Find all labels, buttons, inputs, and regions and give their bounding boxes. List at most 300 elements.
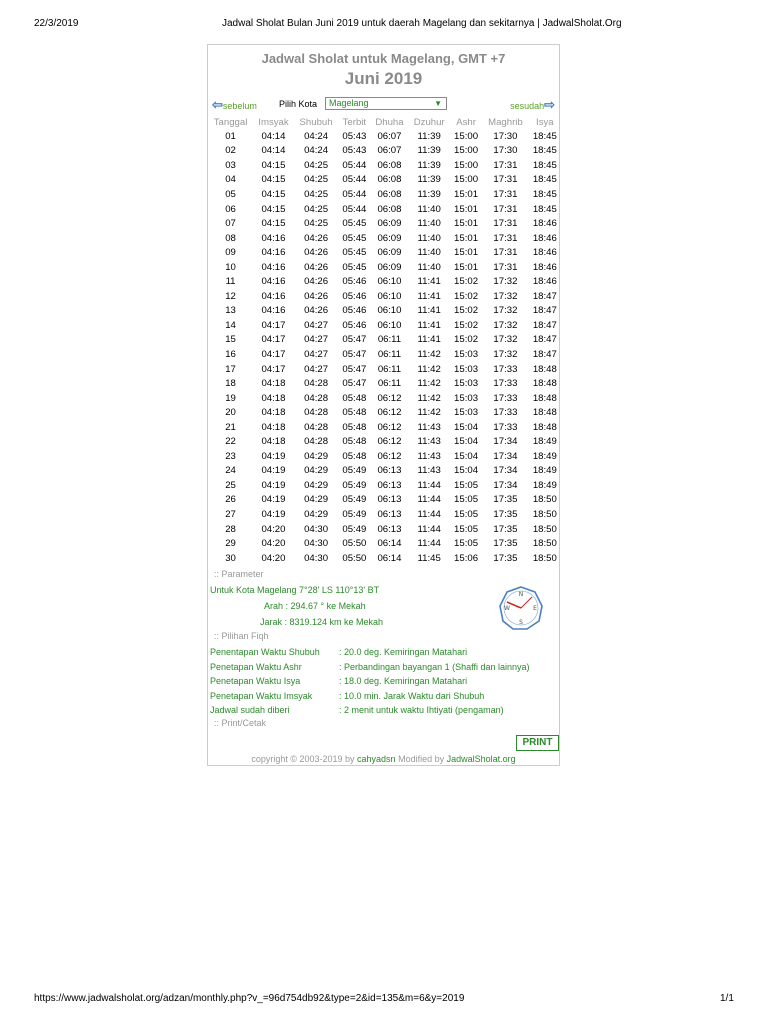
table-cell: 15:05: [454, 538, 479, 550]
table-cell: 04:24: [304, 130, 329, 142]
table-cell: 18:47: [532, 348, 557, 360]
table-cell: 11:42: [417, 378, 441, 390]
table-cell: 17:32: [493, 334, 518, 346]
table-cell: 04:25: [304, 174, 329, 186]
table-cell: 04:28: [304, 378, 329, 390]
table-cell: 04:15: [261, 218, 286, 230]
table-row: [208, 536, 561, 551]
table-cell: 05:43: [342, 145, 367, 157]
table-cell: 17:33: [493, 363, 518, 375]
print-button[interactable]: PRINT: [516, 735, 559, 751]
copyright: copyright © 2003-2019 by cahyadsn Modified by JadwalSholat.org: [251, 754, 516, 764]
table-row: [208, 362, 561, 377]
table-cell: 11:39: [417, 130, 441, 142]
table-cell: 17:34: [493, 479, 518, 491]
table-cell: 11:42: [417, 348, 441, 360]
table-row: [208, 318, 561, 333]
table-cell: 05:46: [342, 290, 367, 302]
table-row: [208, 493, 561, 508]
table-row: [208, 187, 561, 202]
table-cell: 05:43: [342, 130, 367, 142]
table-cell: 04:26: [304, 232, 329, 244]
table-cell: 17:35: [493, 508, 518, 520]
table-cell: 05:45: [342, 232, 367, 244]
table-cell: 06:09: [377, 218, 402, 230]
table-cell: 05:48: [342, 421, 367, 433]
table-cell: 15:03: [454, 348, 479, 360]
table-cell: 05:44: [342, 159, 367, 171]
table-cell: 04:16: [261, 261, 286, 273]
table-cell: 05:49: [342, 523, 367, 535]
dropdown-arrow-icon: ▼: [434, 99, 442, 108]
table-cell: 04:25: [304, 218, 329, 230]
table-cell: 07: [225, 218, 236, 230]
table-cell: 06:12: [377, 450, 402, 462]
table-cell: 04:27: [304, 363, 329, 375]
table-cell: 08: [225, 232, 236, 244]
column-header: Maghrib: [488, 117, 523, 128]
table-cell: 09: [225, 247, 236, 259]
table-cell: 04:26: [304, 290, 329, 302]
table-cell: 17:33: [493, 378, 518, 390]
table-cell: 04:30: [304, 538, 329, 550]
table-cell: 04:15: [261, 203, 286, 215]
site-link[interactable]: JadwalSholat.org: [446, 754, 516, 764]
table-cell: 11:40: [417, 261, 441, 273]
table-cell: 05:49: [342, 508, 367, 520]
table-row: [208, 216, 561, 231]
table-cell: 05:48: [342, 450, 367, 462]
table-cell: 04:15: [261, 159, 286, 171]
table-cell: 15:01: [454, 218, 479, 230]
table-cell: 06:09: [377, 261, 402, 273]
compass-east: E: [533, 605, 537, 612]
table-cell: 15:02: [454, 305, 479, 317]
table-cell: 04:16: [261, 290, 286, 302]
table-row: [208, 478, 561, 493]
table-cell: 04:14: [261, 145, 286, 157]
table-cell: 18:48: [532, 363, 557, 375]
table-cell: 18:48: [532, 392, 557, 404]
table-cell: 06: [225, 203, 236, 215]
table-cell: 06:08: [377, 203, 402, 215]
table-cell: 17:35: [493, 523, 518, 535]
table-cell: 17: [225, 363, 236, 375]
table-cell: 11:39: [417, 159, 441, 171]
table-cell: 05:50: [342, 538, 367, 550]
table-row: [208, 129, 561, 144]
qibla-direction: Arah : 294.67 ° ke Mekah: [264, 601, 366, 611]
table-row: [208, 333, 561, 348]
table-cell: 11:41: [417, 334, 441, 346]
table-row: [208, 274, 561, 289]
table-cell: 21: [225, 421, 236, 433]
table-cell: 05:48: [342, 436, 367, 448]
table-row: [208, 347, 561, 362]
table-cell: 15:01: [454, 203, 479, 215]
table-cell: 12: [225, 290, 236, 302]
fiqh-value: : 2 menit untuk waktu Ihtiyati (pengaman): [339, 705, 504, 716]
table-cell: 15:02: [454, 319, 479, 331]
table-cell: 11:42: [417, 392, 441, 404]
table-cell: 04:27: [304, 319, 329, 331]
table-cell: 18:45: [532, 159, 557, 171]
fiqh-value: : Perbandingan bayangan 1 (Shaffi dan lainnya): [339, 661, 530, 672]
table-cell: 17:31: [493, 174, 518, 186]
table-cell: 04:19: [261, 508, 286, 520]
table-cell: 17:35: [493, 494, 518, 506]
table-cell: 04:24: [304, 145, 329, 157]
table-cell: 18:49: [532, 450, 557, 462]
table-cell: 18: [225, 378, 236, 390]
table-cell: 18:45: [532, 188, 557, 200]
table-cell: 02: [225, 145, 236, 157]
table-cell: 04:18: [261, 392, 286, 404]
table-cell: 18:46: [532, 276, 557, 288]
table-cell: 18:50: [532, 508, 557, 520]
table-row: [208, 245, 561, 260]
table-cell: 06:14: [377, 552, 402, 564]
table-cell: 01: [225, 130, 236, 142]
table-cell: 04:29: [304, 465, 329, 477]
table-cell: 04:25: [304, 188, 329, 200]
table-cell: 17:34: [493, 450, 518, 462]
table-cell: 15:05: [454, 508, 479, 520]
table-cell: 11:42: [417, 363, 441, 375]
table-cell: 11:43: [417, 465, 441, 477]
fiqh-label: Penetapan Waktu Imsyak: [210, 690, 313, 701]
table-cell: 11:40: [417, 232, 441, 244]
column-header: Ashr: [456, 117, 476, 128]
table-cell: 17:32: [493, 290, 518, 302]
table-cell: 11:44: [417, 523, 441, 535]
next-month-link[interactable]: sesudah⇨: [510, 97, 555, 112]
table-cell: 11:44: [417, 508, 441, 520]
table-cell: 04:27: [304, 348, 329, 360]
table-cell: 18:46: [532, 218, 557, 230]
arrow-left-icon: ⇦: [212, 97, 223, 112]
table-cell: 06:13: [377, 494, 402, 506]
table-cell: 06:12: [377, 421, 402, 433]
table-cell: 18:47: [532, 319, 557, 331]
city-coordinates: Untuk Kota Magelang 7°28' LS 110°13' BT: [210, 585, 380, 595]
table-cell: 17:31: [493, 159, 518, 171]
table-cell: 18:50: [532, 523, 557, 535]
table-cell: 04:18: [261, 378, 286, 390]
table-cell: 11:40: [417, 247, 441, 259]
column-header: Tanggal: [213, 117, 248, 128]
table-cell: 18:47: [532, 305, 557, 317]
table-cell: 18:48: [532, 421, 557, 433]
table-cell: 16: [225, 348, 236, 360]
table-cell: 23: [225, 450, 236, 462]
table-cell: 04:18: [261, 436, 286, 448]
table-cell: 18:48: [532, 378, 557, 390]
table-cell: 06:11: [377, 348, 402, 360]
table-cell: 18:49: [532, 436, 557, 448]
table-cell: 15:00: [454, 159, 479, 171]
table-cell: 04:16: [261, 276, 286, 288]
table-row: [208, 158, 561, 173]
table-cell: 06:11: [377, 334, 402, 346]
table-row: [208, 391, 561, 406]
prayer-schedule-widget: [207, 44, 560, 766]
city-select[interactable]: [325, 97, 447, 110]
table-cell: 15:00: [454, 130, 479, 142]
table-cell: 04:26: [304, 247, 329, 259]
city-select-label: Pilih Kota: [279, 99, 318, 109]
table-row: [208, 173, 561, 188]
fiqh-value: : 18.0 deg. Kemiringan Matahari: [339, 676, 468, 687]
table-cell: 15:04: [454, 450, 479, 462]
table-cell: 17:32: [493, 276, 518, 288]
table-cell: 04:27: [304, 334, 329, 346]
table-cell: 11:41: [417, 319, 441, 331]
table-cell: 04:17: [261, 319, 286, 331]
table-cell: 04: [225, 174, 236, 186]
table-cell: 04:28: [304, 407, 329, 419]
table-cell: 06:12: [377, 392, 402, 404]
table-cell: 15:05: [454, 494, 479, 506]
table-cell: 04:26: [304, 276, 329, 288]
table-cell: 06:08: [377, 159, 402, 171]
table-cell: 06:13: [377, 523, 402, 535]
table-cell: 15:05: [454, 479, 479, 491]
table-cell: 15:01: [454, 247, 479, 259]
table-cell: 04:26: [304, 261, 329, 273]
table-cell: 11:43: [417, 450, 441, 462]
prev-month-link[interactable]: ⇦sebelum: [212, 97, 257, 112]
table-header-row: [208, 116, 561, 129]
table-cell: 11:43: [417, 436, 441, 448]
table-cell: 04:29: [304, 450, 329, 462]
table-cell: 15: [225, 334, 236, 346]
table-cell: 11:44: [417, 538, 441, 550]
table-cell: 17:30: [493, 130, 518, 142]
table-cell: 05: [225, 188, 236, 200]
table-cell: 06:10: [377, 305, 402, 317]
table-cell: 17:31: [493, 247, 518, 259]
table-cell: 06:14: [377, 538, 402, 550]
compass-west: W: [504, 605, 510, 612]
parameter-heading: :: Parameter: [214, 569, 264, 579]
table-cell: 15:04: [454, 465, 479, 477]
table-cell: 14: [225, 319, 236, 331]
table-cell: 04:16: [261, 305, 286, 317]
table-cell: 05:50: [342, 552, 367, 564]
table-cell: 04:30: [304, 523, 329, 535]
table-cell: 06:08: [377, 174, 402, 186]
table-cell: 06:09: [377, 247, 402, 259]
table-cell: 04:17: [261, 348, 286, 360]
table-cell: 06:07: [377, 145, 402, 157]
print-page-number: 1/1: [720, 993, 734, 1004]
table-cell: 11: [225, 276, 236, 288]
table-row: [208, 420, 561, 435]
column-header: Shubuh: [299, 117, 333, 128]
print-date: 22/3/2019: [34, 18, 79, 29]
table-cell: 04:29: [304, 479, 329, 491]
table-cell: 18:45: [532, 145, 557, 157]
table-cell: 15:05: [454, 523, 479, 535]
table-cell: 06:13: [377, 465, 402, 477]
table-cell: 17:33: [493, 421, 518, 433]
table-row: [208, 507, 561, 522]
table-cell: 17:35: [493, 538, 518, 550]
table-cell: 18:49: [532, 479, 557, 491]
table-cell: 18:45: [532, 203, 557, 215]
table-cell: 17:34: [493, 465, 518, 477]
arrow-right-icon: ⇨: [544, 97, 555, 112]
table-cell: 04:28: [304, 421, 329, 433]
table-cell: 05:47: [342, 334, 367, 346]
table-cell: 17:33: [493, 407, 518, 419]
table-cell: 28: [225, 523, 236, 535]
table-cell: 04:28: [304, 392, 329, 404]
table-cell: 04:19: [261, 450, 286, 462]
table-cell: 15:00: [454, 174, 479, 186]
city-select-value: Magelang: [329, 98, 369, 108]
table-cell: 05:44: [342, 174, 367, 186]
table-cell: 17:32: [493, 305, 518, 317]
table-cell: 17:31: [493, 188, 518, 200]
table-cell: 17:31: [493, 261, 518, 273]
table-cell: 04:15: [261, 174, 286, 186]
table-cell: 06:08: [377, 188, 402, 200]
table-row: [208, 376, 561, 391]
column-header: Dhuha: [375, 117, 404, 128]
table-row: [208, 434, 561, 449]
table-cell: 05:48: [342, 392, 367, 404]
table-cell: 04:20: [261, 552, 286, 564]
table-cell: 04:29: [304, 508, 329, 520]
print-page-title: Jadwal Sholat Bulan Juni 2019 untuk daerah Magelang dan sekitarnya | JadwalSholat.Org: [222, 18, 622, 29]
table-row: [208, 231, 561, 246]
table-cell: 05:48: [342, 407, 367, 419]
table-cell: 18:47: [532, 290, 557, 302]
table-cell: 18:46: [532, 232, 557, 244]
table-cell: 25: [225, 479, 236, 491]
table-row: [208, 304, 561, 319]
table-cell: 04:19: [261, 465, 286, 477]
fiqh-label: Penetapan Waktu Ashr: [210, 661, 302, 672]
table-cell: 11:41: [417, 276, 441, 288]
widget-month: Juni 2019: [344, 69, 423, 88]
table-cell: 18:47: [532, 334, 557, 346]
table-cell: 11:39: [417, 174, 441, 186]
table-cell: 17:33: [493, 392, 518, 404]
table-row: [208, 260, 561, 275]
table-cell: 17:30: [493, 145, 518, 157]
table-cell: 06:12: [377, 407, 402, 419]
table-cell: 29: [225, 538, 236, 550]
distance-to-mecca: Jarak : 8319.124 km ke Mekah: [260, 617, 384, 627]
table-cell: 06:13: [377, 508, 402, 520]
table-cell: 15:01: [454, 261, 479, 273]
table-cell: 04:18: [261, 407, 286, 419]
table-cell: 04:17: [261, 363, 286, 375]
table-cell: 06:10: [377, 290, 402, 302]
table-cell: 05:44: [342, 188, 367, 200]
table-cell: 11:45: [417, 552, 441, 564]
fiqh-label: Jadwal sudah diberi: [210, 705, 290, 716]
print-heading: :: Print/Cetak: [214, 718, 267, 728]
fiqh-label: Penentapan Waktu Shubuh: [210, 647, 320, 657]
table-cell: 11:43: [417, 421, 441, 433]
table-cell: 11:44: [417, 479, 441, 491]
table-cell: 11:42: [417, 407, 441, 419]
table-cell: 26: [225, 494, 236, 506]
fiqh-heading: :: Pilihan Fiqh: [214, 631, 269, 641]
table-cell: 06:11: [377, 363, 402, 375]
table-cell: 05:45: [342, 261, 367, 273]
table-cell: 19: [225, 392, 236, 404]
fiqh-label: Penetapan Waktu Isya: [210, 676, 301, 687]
table-cell: 04:16: [261, 247, 286, 259]
table-cell: 04:30: [304, 552, 329, 564]
table-cell: 04:19: [261, 494, 286, 506]
table-cell: 05:47: [342, 378, 367, 390]
author-link[interactable]: cahyadsn: [357, 754, 396, 764]
table-cell: 05:47: [342, 363, 367, 375]
table-cell: 04:29: [304, 494, 329, 506]
table-cell: 11:40: [417, 203, 441, 215]
qibla-compass-icon: [498, 585, 544, 631]
table-cell: 11:41: [417, 290, 441, 302]
table-cell: 17:31: [493, 203, 518, 215]
column-header: Terbit: [342, 117, 367, 128]
table-row: [208, 202, 561, 217]
table-cell: 18:50: [532, 538, 557, 550]
schedule-table: [208, 116, 561, 565]
table-cell: 27: [225, 508, 236, 520]
table-cell: 15:02: [454, 334, 479, 346]
table-cell: 17:31: [493, 232, 518, 244]
table-cell: 18:49: [532, 465, 557, 477]
table-cell: 04:20: [261, 523, 286, 535]
table-cell: 17:31: [493, 218, 518, 230]
table-cell: 15:00: [454, 145, 479, 157]
table-cell: 18:45: [532, 174, 557, 186]
table-cell: 24: [225, 465, 236, 477]
table-cell: 05:49: [342, 465, 367, 477]
table-cell: 17:32: [493, 348, 518, 360]
table-cell: 11:41: [417, 305, 441, 317]
month-nav: [208, 97, 559, 113]
table-cell: 18:46: [532, 247, 557, 259]
table-cell: 05:46: [342, 276, 367, 288]
table-cell: 15:04: [454, 436, 479, 448]
table-cell: 17:32: [493, 319, 518, 331]
table-cell: 17:34: [493, 436, 518, 448]
table-row: [208, 464, 561, 479]
table-cell: 04:16: [261, 232, 286, 244]
table-cell: 18:45: [532, 130, 557, 142]
table-cell: 15:03: [454, 363, 479, 375]
table-cell: 06:07: [377, 130, 402, 142]
table-cell: 05:46: [342, 319, 367, 331]
table-cell: 04:25: [304, 159, 329, 171]
table-cell: 04:15: [261, 188, 286, 200]
table-cell: 10: [225, 261, 236, 273]
table-cell: 06:10: [377, 276, 402, 288]
table-cell: 05:45: [342, 247, 367, 259]
table-cell: 06:12: [377, 436, 402, 448]
column-header: Isya: [536, 117, 554, 128]
table-row: [208, 144, 561, 159]
table-cell: 04:25: [304, 203, 329, 215]
table-cell: 04:19: [261, 479, 286, 491]
